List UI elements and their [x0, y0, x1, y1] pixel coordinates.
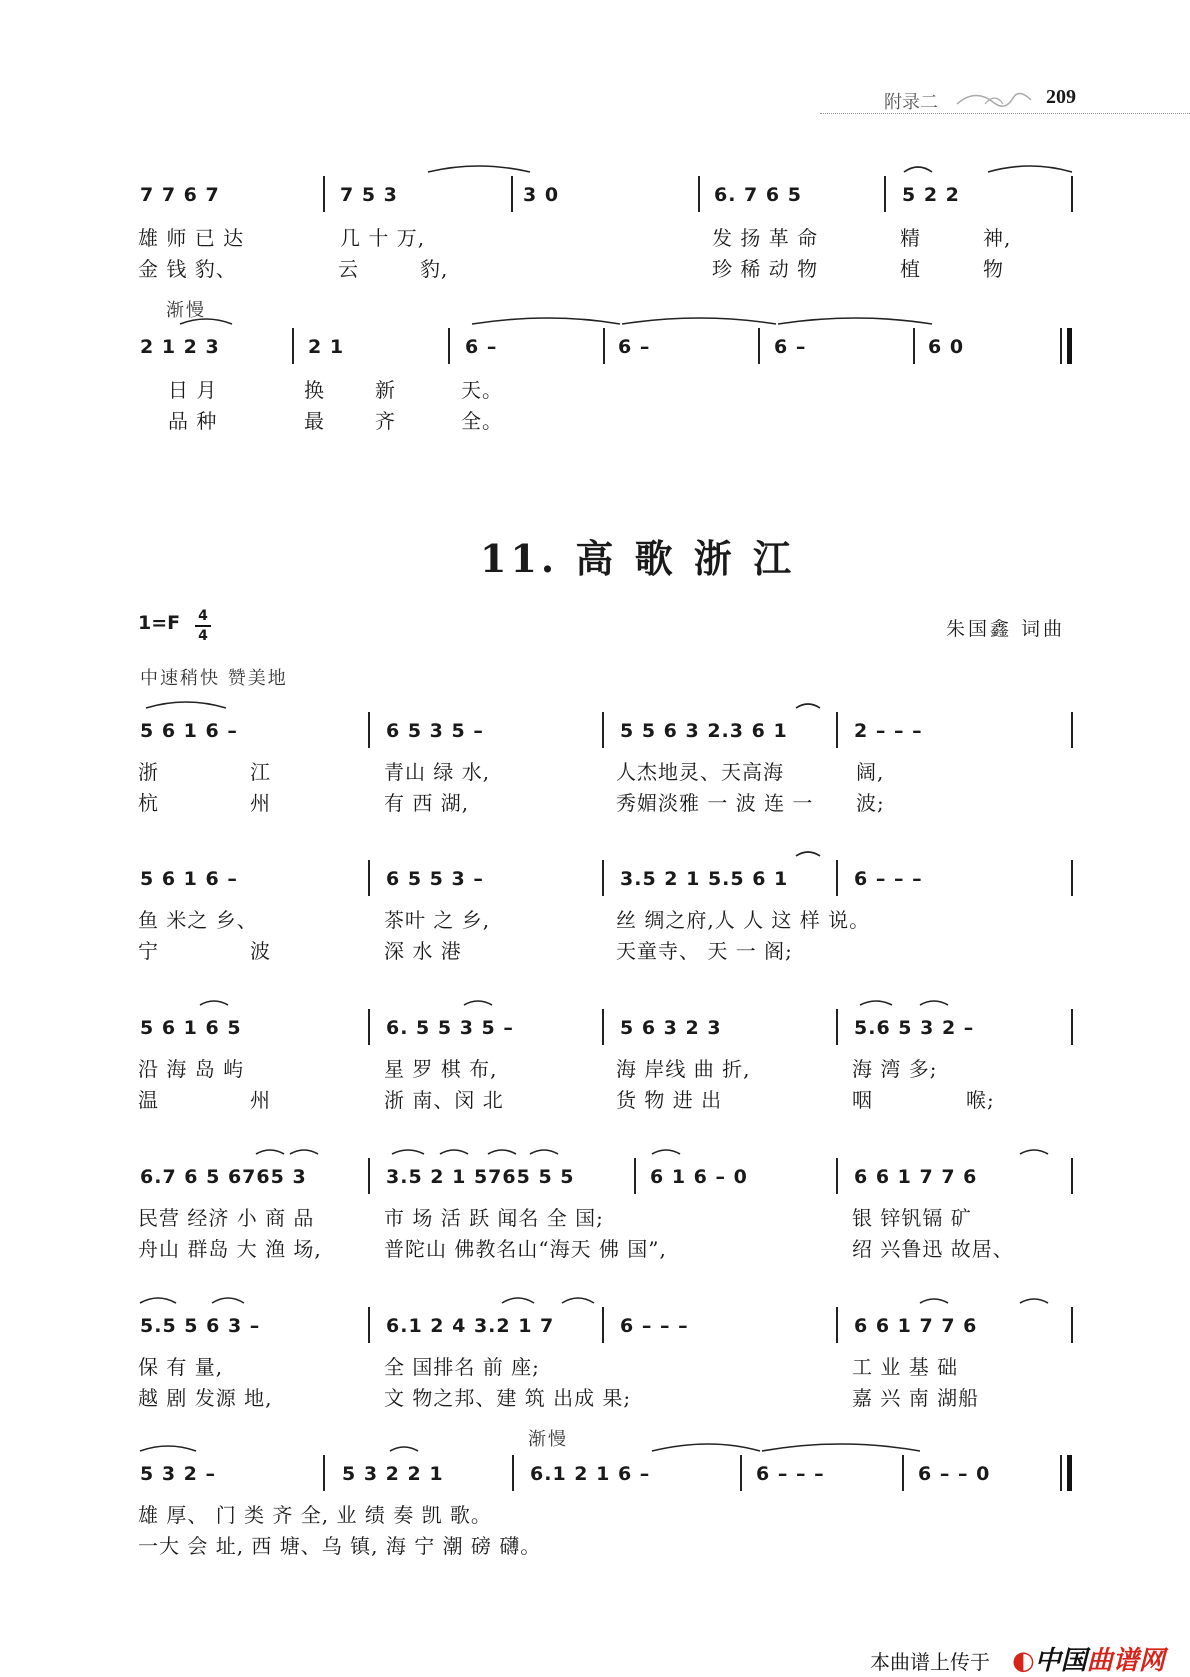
s2-measure-3: 3.5 2 1 5.5 6 1	[620, 868, 789, 890]
slur	[428, 166, 530, 172]
barline	[368, 860, 370, 896]
barline	[448, 328, 450, 364]
s1-lyric1-a: 浙	[138, 760, 159, 784]
direction-ritardando: 渐慢	[166, 300, 206, 321]
s4-measure-4: 6 6 1 7 7 6	[854, 1166, 978, 1188]
p1-s2-measure-5: 6 –	[774, 336, 807, 358]
p1-s2-lyric2-c: 齐	[375, 409, 396, 433]
barline	[1071, 1307, 1073, 1343]
p1-s1-lyric2-b: 云	[338, 257, 359, 281]
barline	[602, 1307, 604, 1343]
s5-measure-4: 6 6 1 7 7 6	[854, 1315, 978, 1337]
s1-measure-2: 6 5 3 5 –	[386, 720, 484, 742]
p1-s1-lyric1-a: 雄 师 已 达	[138, 226, 245, 250]
slur	[796, 852, 820, 856]
s3-lyric2-c: 浙 南、闵 北	[384, 1088, 504, 1112]
p1-s1-lyric2-c: 豹,	[420, 257, 449, 281]
s6-measure-1: 5 3 2 –	[140, 1463, 217, 1485]
slur	[212, 1298, 244, 1303]
p1-s1-lyric1-c: 发 扬 革 命	[712, 226, 819, 250]
s6-measure-3: 6.1 2 1 6 –	[530, 1463, 651, 1485]
barline	[836, 712, 838, 748]
s3-lyric1-d: 海 湾 多;	[852, 1057, 938, 1081]
s2-lyric1-b: 茶叶 之 乡,	[384, 908, 491, 932]
s3-lyric2-d: 货 物 进 出	[616, 1088, 723, 1112]
p1-s1-measure-3: 3 0	[523, 184, 560, 206]
slur	[860, 1001, 892, 1005]
time-signature	[195, 608, 211, 644]
s2-measure-4: 6 – – –	[854, 868, 923, 890]
slur	[440, 1150, 468, 1154]
direction-ritardando-2: 渐慢	[528, 1429, 568, 1450]
flourish-ornament	[955, 84, 1035, 114]
final-barline	[1067, 1455, 1072, 1491]
p1-s2-lyric2-d: 全。	[461, 409, 503, 433]
slur	[256, 1150, 284, 1154]
section-label: 附录二	[884, 92, 938, 113]
logo-text-b: 曲谱网	[1086, 1646, 1165, 1676]
barline	[368, 712, 370, 748]
logo-icon: ◐	[1012, 1646, 1035, 1676]
s6-measure-4: 6 – – –	[756, 1463, 825, 1485]
slur	[140, 1446, 196, 1451]
s5-measure-1: 5.5 5 6 3 –	[140, 1315, 261, 1337]
slur	[622, 318, 776, 324]
s2-measure-1: 5 6 1 6 –	[140, 868, 238, 890]
s2-lyric1-c: 丝 绸之府,人 人 这 样 说。	[616, 908, 871, 932]
barline	[902, 1455, 904, 1491]
s3-lyric1-c: 海 岸线 曲 折,	[616, 1057, 751, 1081]
s1-measure-4: 2 – – –	[854, 720, 923, 742]
s3-lyric2-a: 温	[138, 1088, 159, 1112]
key-signature: 1=F	[138, 612, 181, 634]
p1-s2-measure-1: 2 1 2 3	[140, 336, 220, 358]
barline	[368, 1009, 370, 1045]
barline	[913, 328, 915, 364]
s3-lyric1-b: 星 罗 棋 布,	[384, 1057, 498, 1081]
p1-s1-lyric1-e: 神,	[983, 226, 1012, 250]
barline	[511, 176, 513, 212]
barline	[740, 1455, 742, 1491]
s1-lyric2-c: 有 西 湖,	[384, 791, 470, 815]
p1-s2-measure-3: 6 –	[465, 336, 498, 358]
time-signature-bottom: 4	[198, 628, 208, 644]
s3-measure-1: 5 6 1 6 5	[140, 1017, 242, 1039]
slur	[390, 1447, 418, 1451]
p1-s1-lyric2-d: 珍 稀 动 物	[712, 257, 819, 281]
p1-s2-lyric1-a: 日 月	[168, 378, 218, 402]
slur	[290, 1150, 318, 1154]
p1-s2-lyric2-b: 最	[304, 409, 325, 433]
p1-s1-lyric2-f: 物	[983, 257, 1004, 281]
p1-s2-lyric2-a: 品 种	[168, 409, 218, 433]
s6-lyric1: 雄 厚、 门 类 齐 全, 业 绩 奏 凯 歌。	[138, 1503, 492, 1527]
slur	[652, 1444, 760, 1451]
slur	[652, 1150, 680, 1154]
barline	[634, 1158, 636, 1194]
s4-lyric2-c: 绍 兴鲁迅 故居、	[852, 1237, 1014, 1261]
s1-lyric1-e: 阔,	[856, 760, 885, 784]
s1-measure-1: 5 6 1 6 –	[140, 720, 238, 742]
barline	[1071, 1009, 1073, 1045]
slur	[502, 1298, 534, 1303]
p1-s2-measure-2: 2 1	[308, 336, 345, 358]
s3-lyric2-b: 州	[250, 1088, 271, 1112]
slur	[796, 704, 820, 708]
s4-lyric1-c: 银 锌钒镉 矿	[852, 1206, 972, 1230]
barline	[1060, 1455, 1062, 1491]
slur	[146, 702, 226, 708]
s1-lyric2-a: 杭	[138, 791, 159, 815]
s2-lyric1-a: 鱼 米之 乡、	[138, 908, 258, 932]
p1-s1-lyric1-d: 精	[900, 226, 921, 250]
s5-measure-3: 6 – – –	[620, 1315, 689, 1337]
time-signature-top: 4	[198, 608, 208, 624]
s5-lyric2-c: 嘉 兴 南 湖船	[852, 1386, 980, 1410]
s2-lyric2-b: 波	[250, 939, 271, 963]
slur	[140, 1298, 176, 1303]
upload-note: 本曲谱上传于	[870, 1650, 990, 1674]
barline	[884, 176, 886, 212]
p1-s1-measure-1: 7 7 6 7	[140, 184, 220, 206]
p1-s2-measure-6: 6 0	[928, 336, 965, 358]
p1-s1-lyric2-e: 植	[900, 257, 921, 281]
slur	[530, 1150, 558, 1154]
s1-lyric1-c: 青山 绿 水,	[384, 760, 491, 784]
barline	[368, 1307, 370, 1343]
s2-lyric2-c: 深 水 港	[384, 939, 462, 963]
s3-measure-4: 5.6 5 3 2 –	[854, 1017, 975, 1039]
barline	[323, 1455, 325, 1491]
barline	[292, 328, 294, 364]
slur	[778, 318, 932, 324]
barline	[836, 1158, 838, 1194]
slur	[488, 1150, 516, 1154]
p1-s1-measure-4: 6. 7 6 5	[714, 184, 802, 206]
slur	[472, 318, 620, 324]
p1-s2-lyric1-c: 新	[375, 378, 396, 402]
barline	[836, 1307, 838, 1343]
s3-lyric2-e: 咽	[852, 1088, 873, 1112]
s4-lyric1-a: 民营 经济 小 商 品	[138, 1206, 315, 1230]
barline	[1071, 712, 1073, 748]
s5-measure-2: 6.1 2 4 3.2 1 7	[386, 1315, 555, 1337]
slur	[1020, 1299, 1048, 1303]
slur	[562, 1298, 594, 1303]
s4-measure-3: 6 1 6 – 0	[650, 1166, 748, 1188]
slur	[920, 1299, 948, 1303]
barline	[698, 176, 700, 212]
s6-lyric2: 一大 会 址, 西 塘、乌 镇, 海 宁 潮 磅 礴。	[138, 1534, 542, 1558]
s4-lyric2-a: 舟山 群岛 大 渔 场,	[138, 1237, 322, 1261]
s5-lyric1-c: 工 业 基 础	[852, 1355, 959, 1379]
s5-lyric1-a: 保 有 量,	[138, 1355, 224, 1379]
barline	[1071, 1158, 1073, 1194]
s3-measure-2: 6. 5 5 3 5 –	[386, 1017, 514, 1039]
p1-s1-lyric1-b: 几 十 万,	[340, 226, 426, 250]
p1-s2-lyric1-d: 天。	[461, 378, 503, 402]
p1-s1-measure-5: 5 2 2	[902, 184, 960, 206]
barline	[836, 1009, 838, 1045]
s4-lyric2-b: 普陀山 佛教名山“海天 佛 国”,	[384, 1237, 667, 1261]
barline	[602, 860, 604, 896]
s2-lyric2-d: 天童寺、 天 一 阁;	[616, 939, 793, 963]
barline	[758, 328, 760, 364]
tempo-marking: 中速稍快 赞美地	[140, 668, 288, 689]
s5-lyric2-a: 越 剧 发源 地,	[138, 1386, 273, 1410]
barline	[1071, 176, 1073, 212]
s1-lyric2-d: 秀媚淡雅 一 波 连 一	[616, 791, 814, 815]
s5-lyric2-b: 文 物之邦、建 筑 出成 果;	[384, 1386, 632, 1410]
s2-measure-2: 6 5 5 3 –	[386, 868, 484, 890]
slur	[464, 1001, 492, 1005]
composer-credit: 朱国鑫 词曲	[946, 618, 1066, 640]
slur	[1020, 1150, 1048, 1154]
p1-s2-lyric1-b: 换	[304, 378, 325, 402]
s1-measure-3: 5 5 6 3 2.3 6 1	[620, 720, 788, 742]
s3-lyric1-a: 沿 海 岛 屿	[138, 1057, 245, 1081]
s3-measure-3: 5 6 3 2 3	[620, 1017, 722, 1039]
s6-measure-5: 6 – – 0	[918, 1463, 991, 1485]
slur	[920, 1001, 948, 1005]
s5-lyric1-b: 全 国排名 前 座;	[384, 1355, 540, 1379]
logo-text-a: 中国	[1034, 1646, 1087, 1676]
slur	[988, 166, 1072, 172]
barline	[603, 328, 605, 364]
s1-lyric1-b: 江	[250, 760, 271, 784]
barline	[512, 1455, 514, 1491]
s4-measure-2: 3.5 2 1 5765 5 5	[386, 1166, 575, 1188]
barline	[602, 1009, 604, 1045]
site-logo	[1012, 1640, 1165, 1677]
barline	[602, 712, 604, 748]
slur	[904, 167, 932, 172]
barline	[1071, 860, 1073, 896]
song-title: 11. 高 歌 浙 江	[480, 536, 796, 581]
s2-lyric2-a: 宁	[138, 939, 159, 963]
s1-lyric1-d: 人杰地灵、天高海	[616, 760, 784, 784]
s4-measure-1: 6.7 6 5 6765 3	[140, 1166, 307, 1188]
barline	[323, 176, 325, 212]
p1-s2-measure-4: 6 –	[618, 336, 651, 358]
final-barline	[1067, 328, 1072, 364]
s1-lyric2-e: 波;	[856, 791, 885, 815]
s1-lyric2-b: 州	[250, 791, 271, 815]
p1-s1-lyric2-a: 金 钱 豹、	[138, 257, 237, 281]
barline	[368, 1158, 370, 1194]
s3-lyric2-f: 喉;	[966, 1088, 995, 1112]
slur	[392, 1150, 424, 1154]
page-number: 209	[1046, 86, 1076, 108]
s6-measure-2: 5 3 2 2 1	[342, 1463, 444, 1485]
barline	[1060, 328, 1062, 364]
barline	[836, 860, 838, 896]
slur	[762, 1444, 920, 1451]
p1-s1-measure-2: 7 5 3	[340, 184, 398, 206]
slur	[200, 1001, 228, 1005]
s4-lyric1-b: 市 场 活 跃 闻名 全 国;	[384, 1206, 604, 1230]
